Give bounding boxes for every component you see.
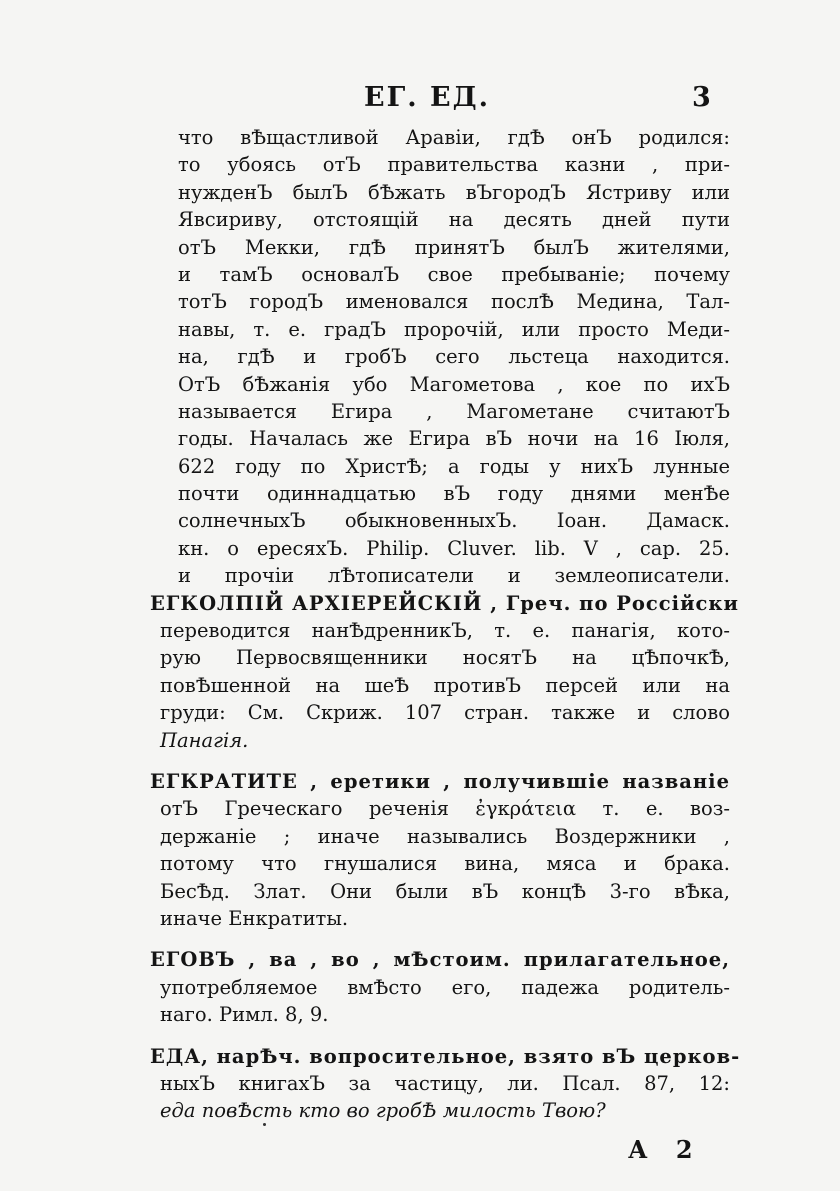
entry-headword-line: ЕГКРАТИТЕ , еретики , получившіе названіе xyxy=(150,769,730,793)
entry-headword-line: ЕДА, нарѢч. вопросительное, взято вЪ церков- xyxy=(150,1044,741,1068)
text-line: отЪ Мекки, гдѢ принятЪ былЪ жителями, xyxy=(178,235,730,259)
text-line: кн. о ересяхЪ. Philip. Cluver. lib. V , cap. 25. xyxy=(178,536,730,560)
text-line: на, гдѢ и гробЪ сего льстеца находится. xyxy=(178,345,730,369)
text-line: иначе Енкратиты. xyxy=(160,906,349,930)
text-line: еда повѢсть кто во гробѢ милость Твою? xyxy=(160,1099,606,1123)
text-line: 622 году по ХристѢ; а годы у нихЪ лунные xyxy=(178,454,730,478)
text-line: и прочіи лѢтописатели и землеописатели. xyxy=(178,564,730,588)
text-line: Явсириву, отстоящій на десять дней пути xyxy=(178,208,730,232)
text-line: тотЪ городЪ именовался послѢ Медина, Тал- xyxy=(178,290,730,314)
signature-mark: А 2 xyxy=(628,1135,703,1164)
text-line: повѢшенной на шеѢ противЪ персей или на xyxy=(160,673,730,697)
text-line: почти одиннадцатью вЪ году днями менѢе xyxy=(178,482,730,506)
text-line: держаніе ; иначе назывались Воздержники , xyxy=(160,824,730,848)
running-head xyxy=(150,78,720,118)
text-line: ОтЪ бѢжанія убо Магометова , кое по ихЪ xyxy=(178,372,730,396)
text-line: отЪ Греческаго реченія ἐγκράτεια т. е. воз- xyxy=(160,797,730,821)
text-line: потому что гнушалися вина, мяса и брака. xyxy=(160,852,730,876)
text-block xyxy=(150,124,741,1125)
text-line: наго. Римл. 8, 9. xyxy=(160,1003,329,1027)
printer-mark xyxy=(263,1123,266,1126)
text-line: переводится нанѢдренникЪ, т. е. панагія, кото- xyxy=(160,619,730,643)
text-line: называется Егира , Магометане считаютЪ xyxy=(178,399,730,423)
page-number: 3 xyxy=(692,82,711,113)
head-title: ЕГ. ЕД. xyxy=(364,82,491,113)
text-line: употребляемое вмѢсто его, падежа родитель- xyxy=(160,975,730,999)
text-line: груди: См. Скриж. 107 стран. также и слово xyxy=(160,701,730,725)
text-line: солнечныхЪ обыкновенныхЪ. Іоан. Дамаск. xyxy=(178,509,730,533)
text-line: то убоясь отЪ правительства казни , при- xyxy=(178,153,730,177)
text-line: и тамЪ основалЪ свое пребываніе; почему xyxy=(178,262,730,286)
text-line: ныхЪ книгахЪ за частицу, ли. Псал. 87, 12: xyxy=(160,1071,730,1095)
entry-headword-line: ЕГКОЛПІЙ АРХІЕРЕЙСКІЙ , Греч. по Россійски xyxy=(150,591,739,615)
entry-headword-line: ЕГОВЪ , ва , во , мѢстоим. прилагательное, xyxy=(150,948,730,972)
text-line: что вѢщастливой Аравіи, гдѢ онЪ родился: xyxy=(178,126,730,149)
text-line: годы. Началась же Егира вЪ ночи на 16 Іюля, xyxy=(178,427,730,451)
text-line: навы, т. е. градЪ пророчій, или просто Меди- xyxy=(178,317,730,341)
text-line: БесѢд. Злат. Они были вЪ концѢ 3-го вѢка, xyxy=(160,879,730,903)
text-line: рую Первосвященники носятЪ на цѢпочкѢ, xyxy=(160,646,730,670)
text-line: Панагія. xyxy=(160,728,249,752)
text-line: нужденЪ былЪ бѢжать вЪгородЪ Ястриву или xyxy=(178,180,730,204)
